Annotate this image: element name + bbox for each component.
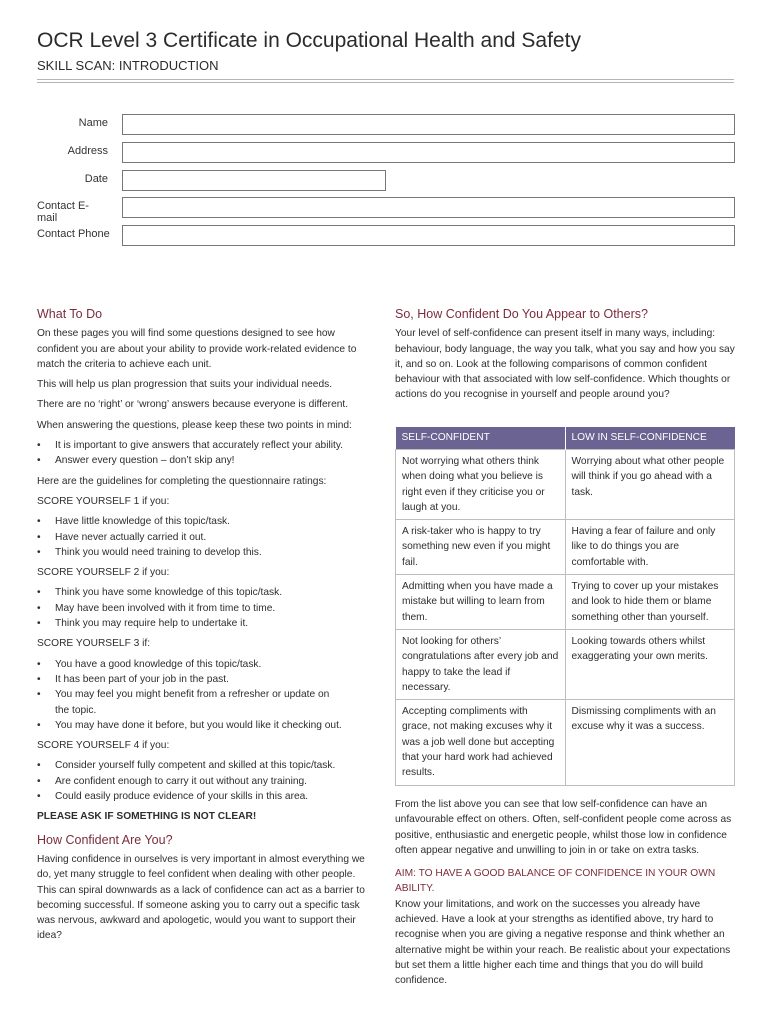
so-how-heading: So, How Confident Do You Appear to Others? — [395, 307, 648, 321]
name-field[interactable] — [122, 114, 735, 135]
table-cell: Not looking for others’ congratulations after every job and happy to take the lead if necessary. — [396, 629, 566, 699]
list-item: • May have been involved with it from time to time. — [37, 601, 377, 616]
address-label: Address — [67, 145, 108, 157]
list-item: • You have a good knowledge of this topic/task. — [37, 657, 377, 672]
list-item: • It has been part of your job in the past. — [37, 672, 377, 687]
list-item: • Answer every question – don’t skip any! — [37, 453, 377, 468]
list-item: • Have never actually carried it out. — [37, 530, 377, 545]
what-paragraph-3: There are no ‘right’ or ‘wrong’ answers because everyone is different. — [37, 399, 349, 411]
list-item: • Consider yourself fully competent and skilled at this topic/task. — [37, 758, 377, 773]
table-row — [396, 629, 735, 699]
page-title: OCR Level 3 Certificate in Occupational Health and Safety — [37, 29, 581, 52]
aim-heading: AIM: TO HAVE A GOOD BALANCE OF CONFIDENCE IN YOUR OWN ABILITY. — [395, 868, 716, 895]
list-item: • Think you may require help to undertake it. — [37, 616, 377, 631]
name-label: Name — [78, 117, 108, 129]
please-ask-note: PLEASE ASK IF SOMETHING IS NOT CLEAR! — [37, 811, 257, 823]
date-label: Date — [84, 173, 108, 185]
score1-list — [37, 514, 377, 560]
score2-list — [37, 585, 377, 631]
email-field[interactable] — [122, 197, 735, 218]
how-confident-heading: How Confident Are You? — [37, 832, 173, 847]
list-item: • Think you have some knowledge of this topic/task. — [37, 585, 377, 600]
address-field[interactable] — [122, 142, 735, 163]
what-to-do-heading: What To Do — [37, 307, 103, 321]
table-row — [396, 700, 735, 785]
right-column-intro — [395, 307, 735, 408]
how-confident-paragraph: Having confidence in ourselves is very important in almost everything we do, yet many struggle to feel confident when dealing with other people. This can spiral downwards as a lack of confidence can act as a barrier to becoming successful. If someone asking you to carry out a specific task was nervous, awkward and apologetic, would you want to support their idea? — [37, 853, 365, 942]
score4-heading: SCORE YOURSELF 4 if you: — [37, 740, 170, 752]
aim-paragraph: Know your limitations, and work on the successes you already have achieved. Have a look at your strengths as identified above, try hard to recognise when you are giving a negative response and think whether an alternative might be within your reach. Be realistic about your expectations but set them a little higher each time and things that you do will build confidence. — [395, 898, 731, 987]
list-item: • Could easily produce evidence of your skills in this area. — [37, 789, 377, 804]
table-row — [396, 450, 735, 520]
date-field[interactable] — [122, 170, 386, 191]
column-header: SELF-CONFIDENT — [396, 427, 566, 450]
guidelines-text: Here are the guidelines for completing the questionnaire ratings: — [37, 475, 327, 487]
mind-intro: When answering the questions, please keep these two points in mind: — [37, 419, 352, 431]
table-row — [396, 575, 735, 630]
list-item: • Have little knowledge of this topic/task. — [37, 514, 377, 529]
mind-list — [37, 438, 377, 469]
score4-list — [37, 758, 377, 804]
table-row — [396, 520, 735, 575]
list-item: • Think you would need training to develop this. — [37, 545, 377, 560]
table-cell: Looking towards others whilst exaggerating your own merits. — [565, 629, 735, 699]
header-divider — [37, 79, 734, 80]
after-table-paragraph: From the list above you can see that low self-confidence can have an unfavourable effect on others. Often, self-confident people come across as positive, enthusiastic and energetic people, whilst those low in confidence often appear negative and unwilling to join in or take on extra tasks. — [395, 799, 732, 856]
table-cell: Accepting compliments with grace, not making excuses why it was a job well done but accepting that your hard work had achieved results. — [396, 700, 566, 785]
table-cell: Dismissing compliments with an excuse why it was a success. — [565, 700, 735, 785]
page-subtitle: SKILL SCAN: INTRODUCTION — [37, 58, 219, 73]
list-item: • It is important to give answers that accurately reflect your ability. — [37, 438, 377, 453]
score2-heading: SCORE YOURSELF 2 if you: — [37, 567, 170, 579]
confidence-table — [395, 427, 735, 786]
table-cell: A risk-taker who is happy to try something new even if you might fail. — [396, 520, 566, 575]
right-column-outro — [395, 797, 735, 994]
list-item: • You may have done it before, but you would like it checking out. — [37, 718, 377, 733]
list-item: • Are confident enough to carry it out without any training. — [37, 774, 377, 789]
phone-label: Contact Phone — [37, 228, 110, 240]
phone-field[interactable] — [122, 225, 735, 246]
table-cell: Trying to cover up your mistakes and look to hide them or blame something other than yourself. — [565, 575, 735, 630]
what-paragraph-1: On these pages you will find some questions designed to see how confident you are about your ability to provide work-related evidence to match the criteria to achieve each unit. — [37, 328, 357, 370]
table-cell: Having a fear of failure and only like to do things you are comfortable with. — [565, 520, 735, 575]
table-header-row — [396, 427, 735, 450]
table-cell: Worrying about what other people will think if you go ahead with a task. — [565, 450, 735, 520]
table-cell: Not worrying what others think when doing what you believe is right even if they criticise you or laugh at you. — [396, 450, 566, 520]
score1-heading: SCORE YOURSELF 1 if you: — [37, 495, 170, 507]
so-how-paragraph: Your level of self-confidence can present itself in many ways, including: behaviour, body language, the way you talk, what you say and how you say it, and so on. Look at the following comparisons of common confident behaviour with that associated with low self-confidence. Which thoughts or actions do you recognise in yourself and people around you? — [395, 328, 735, 401]
what-paragraph-2: This will help us plan progression that suits your individual needs. — [37, 379, 333, 391]
list-item: • You may feel you might benefit from a refresher or update on the topic. — [37, 687, 377, 718]
column-header: LOW IN SELF-CONFIDENCE — [565, 427, 735, 450]
email-label: Contact E-mail — [37, 200, 89, 224]
score3-heading: SCORE YOURSELF 3 if: — [37, 638, 151, 650]
header-divider-secondary — [37, 82, 734, 83]
score3-list — [37, 657, 377, 733]
table-cell: Admitting when you have made a mistake but willing to learn from them. — [396, 575, 566, 630]
left-column — [37, 307, 377, 949]
